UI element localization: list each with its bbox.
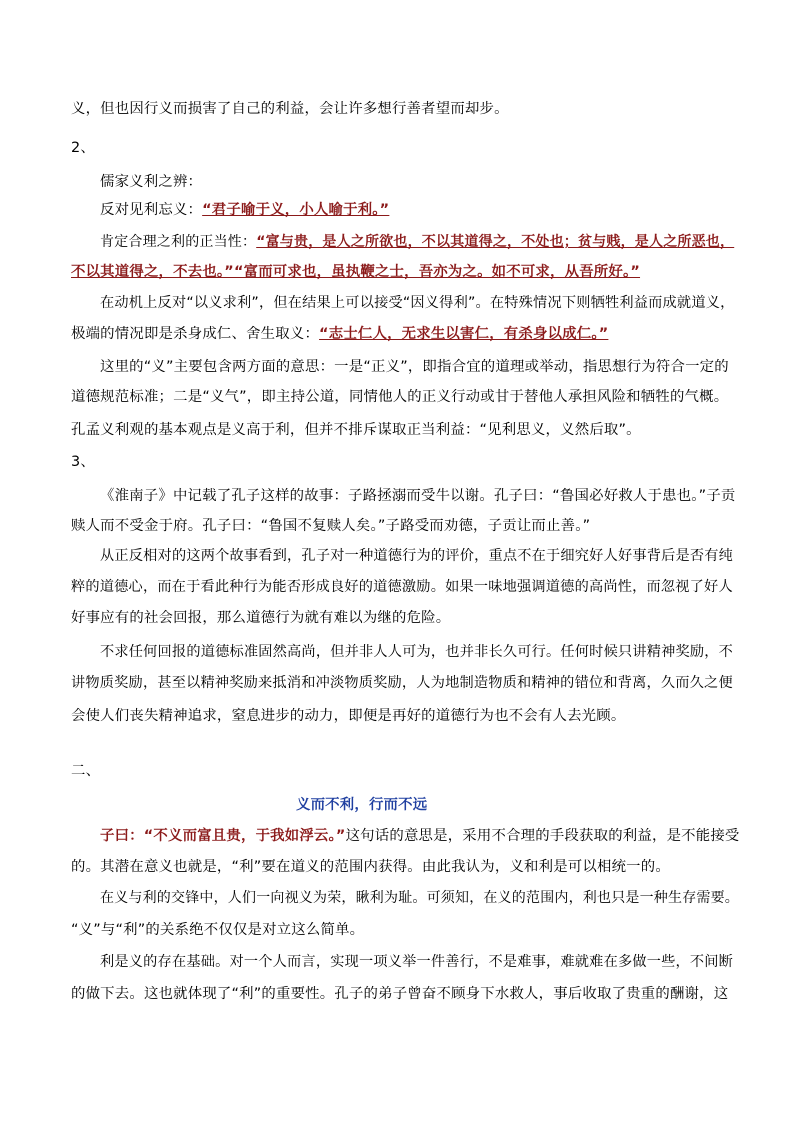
paragraph-line: 不求任何回报的道德标准固然高尚，但并非人人可为，也并非长久可行。任何时候只讲精神奖励，不	[100, 644, 734, 660]
paragraph-line: 利是义的存在基础。对一个人而言，实现一项义举一件善行，不是难事，难就难在多做一些，不间断	[100, 954, 734, 970]
paragraph-line: “义”与“利”的关系绝不仅仅是对立这么简单。	[71, 922, 365, 938]
quote-highlight: “志士仁人，无求生以害仁，有杀身以成仁。”	[319, 326, 609, 342]
paragraph-line: 《淮南子》中记载了孔子这样的故事：子路拯溺而受牛以谢。孔子曰：“鲁国必好救人于患也。”子贡	[100, 488, 736, 504]
paragraph-line	[100, 232, 734, 252]
paragraph-line	[100, 200, 389, 220]
paragraph-heading: 儒家义利之辨：	[100, 174, 203, 190]
paragraph-line: 从正反相对的这两个故事看到，孔子对一种道德行为的评价，重点不在于细究好人好事背后是否有纯	[100, 548, 734, 564]
quote-highlight: “君子喻于义，小人喻于利。”	[202, 202, 390, 218]
paragraph-line: 粹的道德心，而在于看此种行为能否形成良好的道德激励。如果一味地强调道德的高尚性，而忽视了好人	[71, 579, 733, 595]
quote-highlight: “富与贵，是人之所欲也，不以其道得之，不处也；贫与贱，是人之所恶也，	[256, 234, 735, 250]
quote-highlight: 不以其道得之，不去也。”“富而可求也，虽执鞭之士，吾亦为之。如不可求，从吾所好。”	[71, 264, 641, 280]
section-number-2: 2、	[71, 140, 95, 156]
label-text: 极端的情况即是杀身成仁、舍生取义：	[71, 326, 320, 342]
paragraph-line: 的做下去。这也就体现了“利”的重要性。孔子的弟子曾奋不顾身下水救人，事后收取了贵重的酬谢，这	[71, 986, 729, 1002]
paragraph-line: 讲物质奖励，甚至以精神奖励来抵消和冲淡物质奖励，人为地制造物质和精神的错位和背离，久而久之便	[71, 675, 733, 691]
essay-title: 义而不利，行而不远	[296, 797, 428, 813]
paragraph-line: 好事应有的社会回报，那么道德行为就有难以为继的危险。	[71, 610, 451, 626]
paragraph-line: 孔孟义利观的基本观点是义高于利，但并不排斥谋取正当利益：“见利思义，义然后取”。	[71, 422, 641, 438]
paragraph-line: 这里的“义”主要包含两方面的意思：一是“正义”，即指合宜的道理或举动，指思想行为符合一定的	[100, 359, 729, 375]
body-text: 这句话的意思是，采用不合理的手段获取的利益，是不能接受	[345, 828, 740, 844]
paragraph-line	[71, 262, 640, 282]
paragraph-line: 在动机上反对“以义求利”，但在结果上可以接受“因义得利”。在特殊情况下则牺牲利益而成就道义，	[100, 295, 735, 311]
paragraph-line: 的。其潜在意义也就是，“利”要在道义的范围内获得。由此我认为，义和利是可以相统一的。	[71, 859, 670, 875]
paragraph-line: 在义与利的交锋中，人们一向视义为荣，瞅利为耻。可须知，在义的范围内，利也只是一种生存需要。	[100, 890, 739, 906]
label-text: 肯定合理之利的正当性：	[100, 234, 257, 250]
paragraph-line: 义，但也因行义而损害了自己的利益，会让许多想行善者望而却步。	[71, 101, 509, 117]
paragraph-line	[100, 826, 740, 846]
section-number-two: 二、	[71, 763, 101, 779]
paragraph-line	[71, 324, 608, 344]
quote-highlight: 子曰：“不义而富且贵，于我如浮云。”	[100, 828, 346, 844]
section-number-3: 3、	[71, 454, 95, 470]
paragraph-line: 道德规范标准；二是“义气”，即主持公道，同情他人的正义行动或甘于替他人承担风险和牺牲的气概。	[71, 389, 729, 405]
paragraph-line: 赎人而不受金于府。孔子曰：“鲁国不复赎人矣。”子路受而劝德，子贡让而止善。”	[71, 518, 591, 534]
paragraph-line: 会使人们丧失精神追求，窒息进步的动力，即便是再好的道德行为也不会有人去光顾。	[71, 708, 626, 724]
label-text: 反对见利忘义：	[100, 202, 203, 218]
